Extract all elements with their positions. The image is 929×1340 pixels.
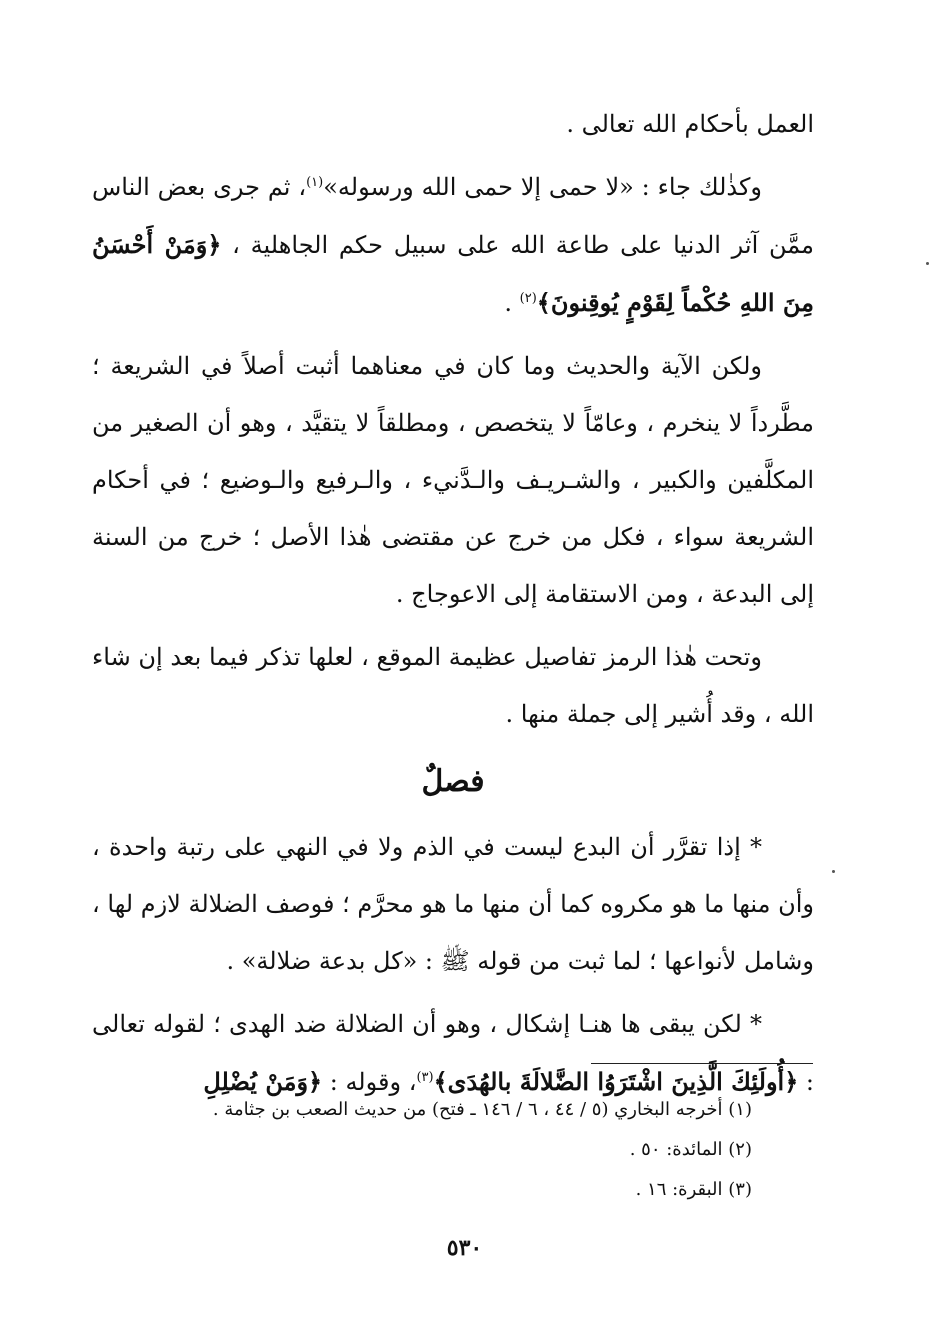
section-heading: فصلٌ xyxy=(421,764,485,799)
footnote-2: (٢) المائدة: ٥٠ . xyxy=(629,1139,752,1160)
paragraph-2 xyxy=(92,159,814,332)
quran-verse-3: ﴿وَمَنْ يُضْلِلِ xyxy=(203,1067,323,1096)
paragraph-2-text-1: وكذٰلك جاء : «لا حمى إلا حمى الله ورسوله» xyxy=(323,173,762,201)
footnotes xyxy=(92,1090,752,1210)
paragraph-6-text-2: ، وقوله : xyxy=(322,1068,417,1096)
paragraph-1: العمل بأحكام الله تعالى . xyxy=(566,110,814,138)
scan-speck xyxy=(832,870,835,873)
paragraph-5: * إذا تقرَّر أن البدع ليست في الذم ولا في النهي على رتبة واحدة ، وأن منها ما هو مكروه كما أن منها ما هو محرَّم ؛ فوصف الضلالة لازم لها ، وشامل لأنواعها ؛ لما ثبت من قوله ﷺ : «كل بدعة ضلالة» . xyxy=(92,833,814,975)
footnote-3: (٣) البقرة: ١٦ . xyxy=(635,1179,752,1200)
footnote-1: (١) أخرجه البخاري (٥ / ٤٤ ، ٦ / ١٤٦ ـ فتح) من حديث الصعب بن جثامة . xyxy=(212,1099,752,1120)
quran-verse-2: ﴿أُولَئِكَ الَّذِينَ اشْتَرَوُا الضَّلالَةَ بالهُدَى﴾ xyxy=(433,1067,799,1096)
paragraph-4: وتحت هٰذا الرمز تفاصيل عظيمة الموقع ، لعلها تذكر فيما بعد إن شاء الله ، وقد أُشير إلى جملة منها . xyxy=(92,643,814,728)
footnote-divider xyxy=(591,1063,813,1064)
paragraph-6-text-1: * لكن يبقى ها هنـا إشكال ، وهو أن الضلالة ضد الهدى ؛ لقوله تعالى : xyxy=(92,1010,814,1096)
footnote-ref-3: (٣) xyxy=(416,1070,434,1085)
quran-verse-1: ﴿وَمَنْ أَحْسَنُ مِنَ اللهِ حُكْماً لِقَوْمٍ يُوقِنونَ﴾ xyxy=(92,230,814,317)
main-text xyxy=(92,96,814,1117)
footnote-ref-1: (١) xyxy=(306,175,324,190)
page-number: ٥٣٠ xyxy=(446,1235,483,1261)
paragraph-2-end: . xyxy=(504,289,520,317)
paragraph-3: ولكن الآية والحديث وما كان في معناهما أثبت أصلاً في الشريعة ؛ مطَّرداً لا ينخرم ، وعامّاً لا يتخصص ، ومطلقاً لا يتقيَّد ، وهو أن الصغير من المكلَّفين والكبير ، والشـريـف والـدَّنيء ، والـرفيع والـوضيع ؛ في أحكام الشريعة سواء ، فكل من خرج عن مقتضى هٰذا الأصل ؛ خرج من السنة إلى البدعة ، ومن الاستقامة إلى الاعوجاج . xyxy=(92,352,814,608)
footnote-ref-2: (٢) xyxy=(519,291,537,306)
paragraph-2-text-2: ، ثم جرى بعض الناس ممَّن آثر الدنيا على طاعة الله على سبيل حكم الجاهلية ، xyxy=(92,173,814,259)
